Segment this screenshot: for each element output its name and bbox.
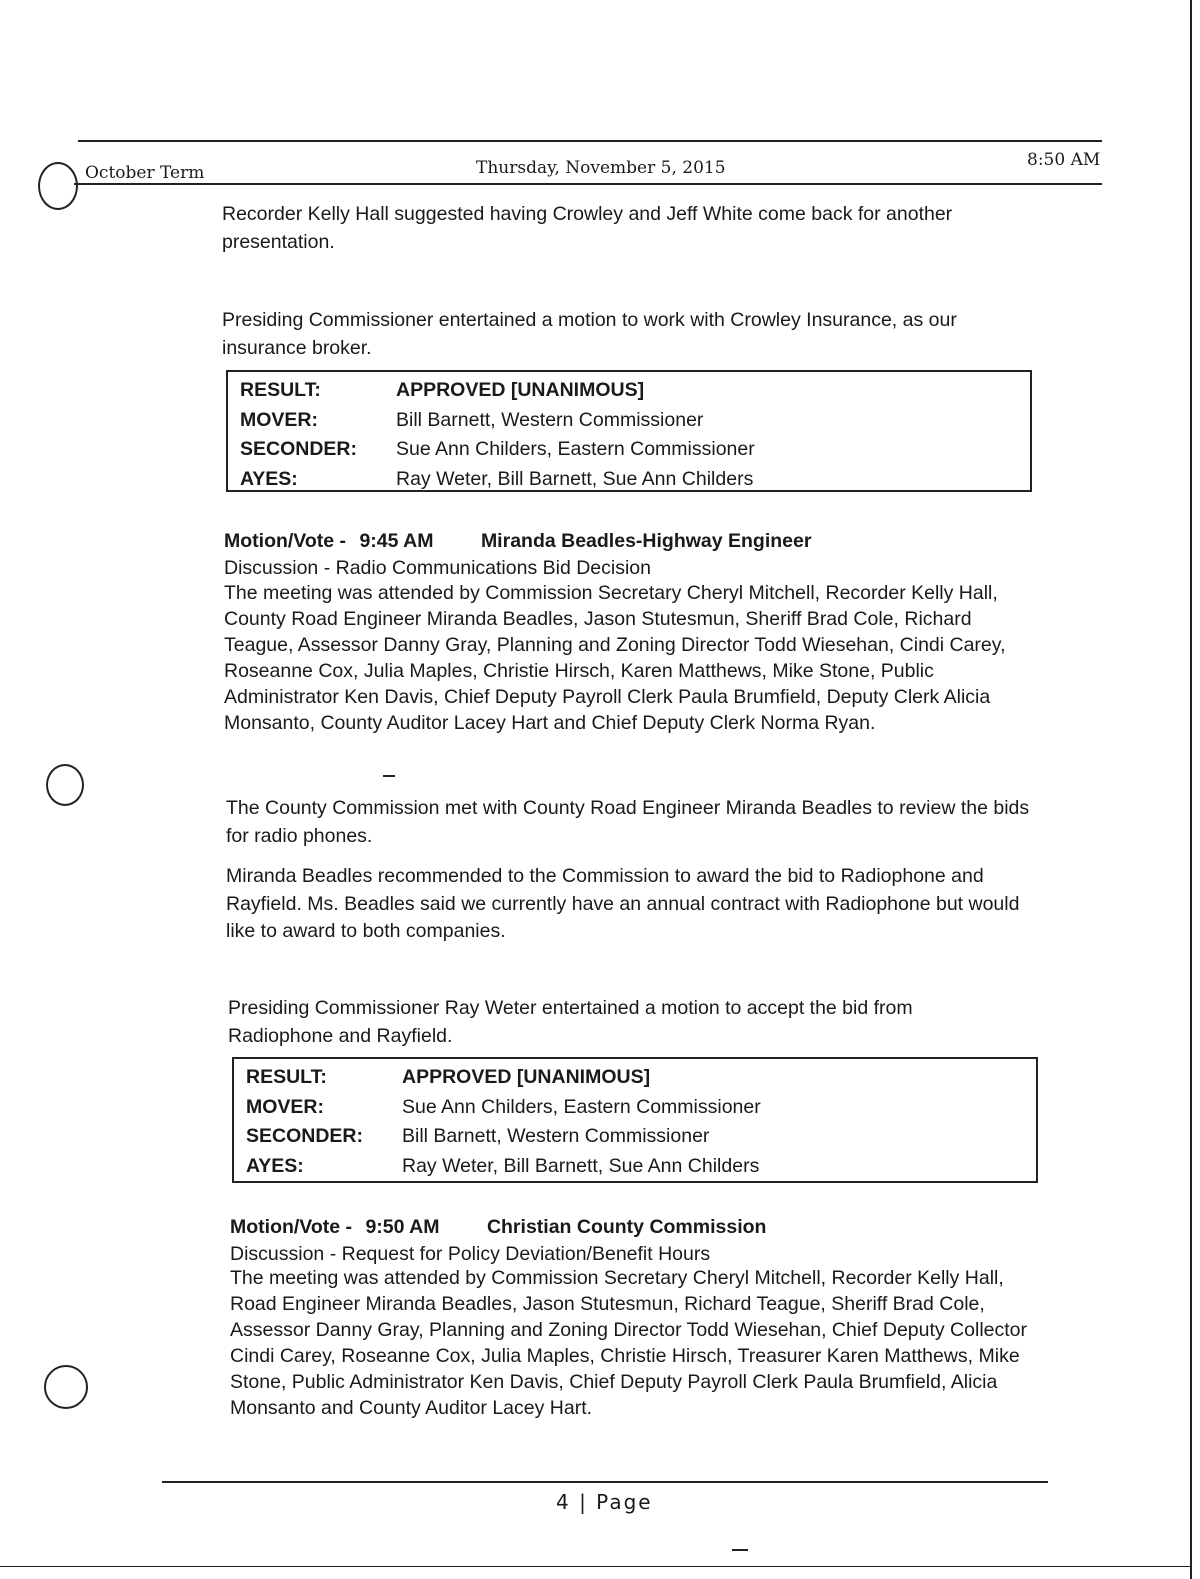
ayes-label: AYES:	[246, 1154, 304, 1177]
page-number: 4 | Page	[556, 1490, 653, 1514]
mover-value: Bill Barnett, Western Commissioner	[396, 408, 704, 431]
mover-label: MOVER:	[240, 408, 318, 431]
result-value: APPROVED [UNANIMOUS]	[402, 1066, 651, 1089]
result-row	[246, 1063, 1026, 1093]
result-row	[240, 376, 1020, 406]
ayes-row	[240, 465, 1020, 495]
result-label: RESULT:	[240, 379, 321, 402]
header-top-rule	[78, 140, 1102, 142]
motion-vote-heading-1	[224, 530, 811, 553]
ayes-value: Ray Weter, Bill Barnett, Sue Ann Childers	[396, 467, 754, 490]
punch-hole-bottom	[44, 1365, 88, 1409]
mover-row	[240, 406, 1020, 436]
review-paragraph: The County Commission met with County Road Engineer Miranda Beadles to review the bids for radio phones.	[226, 797, 1030, 847]
motion-vote-time: 9:50 AM	[365, 1216, 440, 1238]
radio-motion-text: Presiding Commissioner Ray Weter entertained a motion to accept the bid from Radiophone and Rayfield.	[228, 997, 913, 1047]
mover-label: MOVER:	[246, 1095, 324, 1118]
header-date: Thursday, November 5, 2015	[476, 158, 726, 178]
punch-hole-middle	[46, 764, 84, 806]
seconder-value: Sue Ann Childers, Eastern Commissioner	[396, 438, 755, 461]
motion-vote-label: Motion/Vote -	[230, 1216, 353, 1238]
motion-vote-title: Christian County Commission	[486, 1216, 767, 1238]
header-time: 8:50 AM	[1027, 150, 1101, 170]
footer-rule	[162, 1481, 1048, 1483]
seconder-label: SECONDER:	[240, 438, 358, 461]
seconder-value: Bill Barnett, Western Commissioner	[402, 1125, 710, 1148]
recorder-suggestion: Recorder Kelly Hall suggested having Crowley and Jeff White come back for another presentation.	[222, 203, 953, 253]
seconder-label: SECONDER:	[246, 1125, 364, 1148]
header-term: October Term	[85, 163, 205, 183]
result-value: APPROVED [UNANIMOUS]	[396, 379, 645, 402]
vote-result-box-2	[232, 1057, 1038, 1183]
mover-row	[246, 1093, 1026, 1123]
page-border-bottom	[0, 1566, 1192, 1567]
motion-vote-heading-2	[230, 1216, 766, 1239]
ayes-label: AYES:	[240, 467, 298, 490]
insurance-motion-text: Presiding Commissioner entertained a motion to work with Crowley Insurance, as our insurance broker.	[222, 309, 957, 359]
motion-vote-title: Miranda Beadles-Highway Engineer	[480, 530, 812, 552]
punch-hole-top	[38, 162, 78, 210]
seconder-row	[240, 435, 1020, 465]
discussion-line-2: Discussion - Request for Policy Deviation/Benefit Hours	[230, 1243, 711, 1265]
attendance-paragraph-2: The meeting was attended by Commission Secretary Cheryl Mitchell, Recorder Kelly Hall, Road Engineer Miranda Beadles, Jason Stutesmun, Richard Teague, Sheriff Brad Cole, Assessor Danny Gray, Planning and Zoning Director Todd Wiesehan, Chief Deputy Collector Cindi Carey, Roseanne Cox, Julia Maples, Christie Hirsch, Treasurer Karen Matthews, Mike Stone, Public Administrator Ken Davis, Chief Deputy Payroll Clerk Paula Brumfield, Alicia Monsanto and County Auditor Lacey Hart.	[230, 1267, 1028, 1419]
ayes-value: Ray Weter, Bill Barnett, Sue Ann Childers	[402, 1154, 760, 1177]
discussion-line-1: Discussion - Radio Communications Bid Decision	[224, 557, 652, 579]
motion-vote-label: Motion/Vote -	[224, 530, 347, 552]
attendance-paragraph-1: The meeting was attended by Commission Secretary Cheryl Mitchell, Recorder Kelly Hall, County Road Engineer Miranda Beadles, Jason Stutesmun, Sheriff Brad Cole, Richard Teague, Assessor Danny Gray, Planning and Zoning Director Todd Wiesehan, Cindi Carey, Roseanne Cox, Julia Maples, Christie Hirsch, Karen Matthews, Mike Stone, Public Administrator Ken Davis, Chief Deputy Payroll Clerk Paula Brumfield, Deputy Clerk Alicia Monsanto, County Auditor Lacey Hart and Chief Deputy Clerk Norma Ryan.	[224, 582, 1006, 734]
page-border-right	[1190, 0, 1192, 1579]
mover-value: Sue Ann Childers, Eastern Commissioner	[402, 1095, 761, 1118]
ayes-row	[246, 1152, 1026, 1182]
motion-vote-time: 9:45 AM	[359, 530, 434, 552]
scan-mark-dash	[383, 775, 395, 777]
seconder-row	[246, 1122, 1026, 1152]
vote-result-box-1	[226, 370, 1032, 492]
scan-mark-footer	[732, 1549, 748, 1551]
header-bottom-rule	[74, 183, 1102, 185]
recommendation-paragraph: Miranda Beadles recommended to the Commission to award the bid to Radiophone and Rayfield. Ms. Beadles said we currently have an annual contract with Radiophone but would like to award to both companies.	[226, 865, 1020, 942]
result-label: RESULT:	[246, 1066, 327, 1089]
